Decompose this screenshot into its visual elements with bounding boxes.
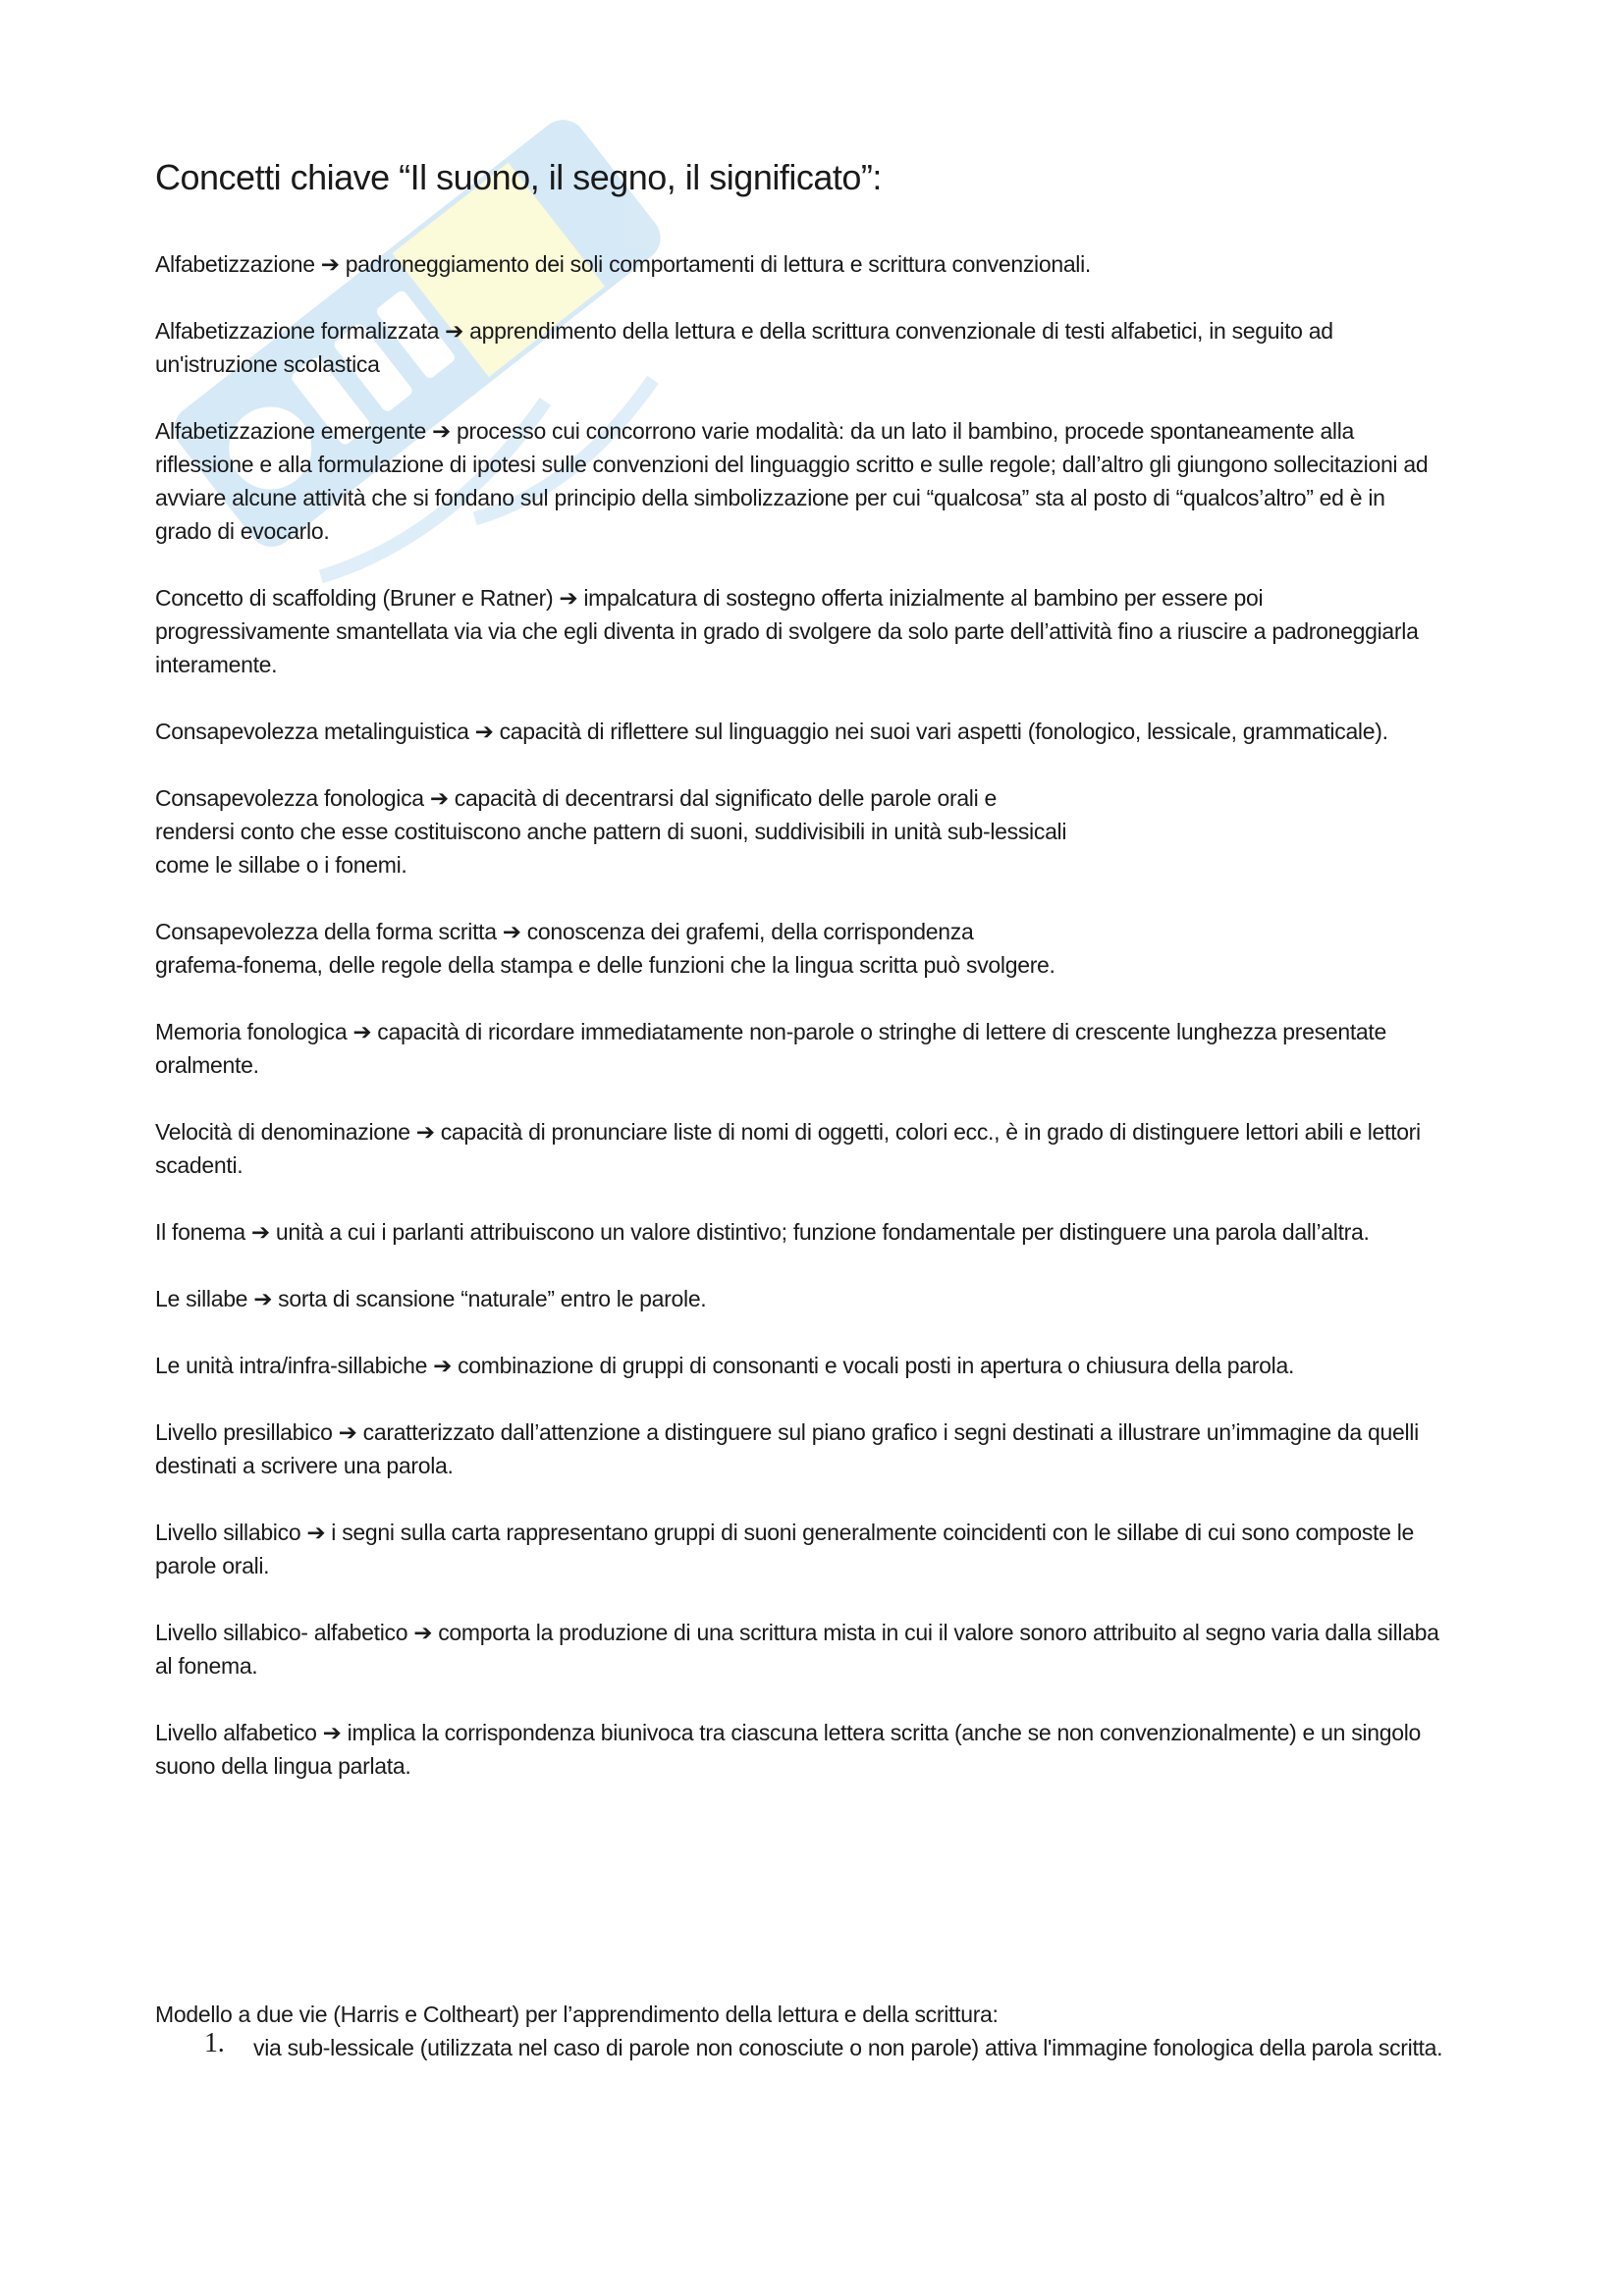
glossary-entry [155,414,1490,548]
arrow-icon: ➔ [253,1286,273,1311]
entry-term: Il fonema [155,1219,245,1245]
arrow-icon: ➔ [474,719,494,744]
entry-line [155,715,1490,748]
glossary-entry [155,715,1490,748]
glossary-entry [155,1282,1490,1315]
entry-term: Le unità intra/infra-sillabiche [155,1353,428,1378]
entry-definition: capacità di riflettere sul linguaggio nei suoi vari aspetti (fonologico, lessicale, grammaticale). [499,719,1388,744]
entry-term: Memoria fonologica [155,1019,348,1044]
entry-term: Velocità di denominazione [155,1119,410,1145]
entry-term: Livello presillabico [155,1419,333,1445]
entry-term: Consapevolezza della forma scritta [155,919,497,944]
spacer [155,1816,1490,1998]
model-intro: Modello a due vie (Harris e Coltheart) per l’apprendimento della lettura e della scrittura: [155,2002,999,2027]
entry-line: interamente. [155,652,278,677]
arrow-icon: ➔ [306,1520,326,1545]
entry-definition: sorta di scansione “naturale” entro le parole. [278,1286,707,1311]
entry-line: oralmente. [155,1052,259,1078]
list-text: via sub-lessicale (utilizzata nel caso di parole non conosciute o non parole) attiva l'immagine fonologica della parola scritta. [253,2035,1443,2060]
entry-line [155,314,1490,347]
arrow-icon: ➔ [352,1019,372,1044]
arrow-icon: ➔ [445,318,464,344]
entry-line: grado di evocarlo. [155,518,330,544]
entry-line [155,781,1490,815]
entry-line [155,414,1490,448]
glossary-entry [155,1415,1490,1482]
arrow-icon: ➔ [322,1720,342,1745]
glossary-entry [155,1115,1490,1182]
entry-term: Livello sillabico- alfabetico [155,1620,408,1645]
entry-line [155,247,1490,281]
entry-term: Livello alfabetico [155,1720,317,1745]
list-number: 1. [204,2028,225,2058]
entry-line [155,1616,1490,1649]
glossary-entry [155,1516,1490,1582]
glossary-entry [155,1616,1490,1682]
entry-line: destinati a scrivere una parola. [155,1453,454,1478]
entry-term: Alfabetizzazione formalizzata [155,318,440,344]
entry-term: Concetto di scaffolding (Bruner e Ratner) [155,585,554,611]
entry-line: come le sillabe o i fonemi. [155,852,407,878]
entry-term: Le sillabe [155,1286,248,1311]
arrow-icon: ➔ [502,919,521,944]
entry-line: grafema-fonema, delle regole della stampa e delle funzioni che la lingua scritta può svolgere. [155,952,1055,978]
entry-line [155,1716,1490,1749]
entry-definition: combinazione di gruppi di consonanti e vocali posti in apertura o chiusura della parola. [458,1353,1295,1378]
entry-line [155,1215,1490,1249]
model-list [155,2028,1490,2064]
arrow-icon: ➔ [338,1419,357,1445]
entry-line [155,1015,1490,1048]
glossary-entry [155,1015,1490,1082]
entry-definition: capacità di ricordare immediatamente non-parole o stringhe di lettere di crescente lunghezza presentate [377,1019,1386,1044]
entry-term: Alfabetizzazione [155,251,315,277]
glossary-entry [155,781,1490,881]
entry-line: avviare alcune attività che si fondano sul principio della simbolizzazione per cui “qualcosa” sta al posto di “qualcos’altro” ed è in [155,485,1385,510]
arrow-icon: ➔ [433,1353,453,1378]
entry-definition: i segni sulla carta rappresentano gruppi di suoni generalmente coincidenti con le sillabe di cui sono composte le [331,1520,1415,1545]
entry-term: Livello sillabico [155,1520,301,1545]
arrow-icon: ➔ [432,418,452,444]
arrow-icon: ➔ [415,1119,435,1145]
arrow-icon: ➔ [413,1620,433,1645]
glossary-entry [155,1349,1490,1382]
entry-definition: comporta la produzione di una scrittura mista in cui il valore sonoro attribuito al segno varia dalla sillaba [438,1620,1439,1645]
glossary-entry [155,915,1490,982]
entry-term: Alfabetizzazione emergente [155,418,427,444]
list-item [155,2028,1490,2064]
glossary-entry [155,314,1490,381]
entry-line: rendersi conto che esse costituiscono anche pattern di suoni, suddivisibili in unità sub-lessicali [155,819,1067,844]
entry-definition: processo cui concorrono varie modalità: da un lato il bambino, procede spontaneamente alla [457,418,1355,444]
arrow-icon: ➔ [429,785,449,811]
entry-definition: capacità di pronunciare liste di nomi di oggetti, colori ecc., è in grado di distinguere lettori abili e lettori [440,1119,1421,1145]
entry-line: un'istruzione scolastica [155,351,380,377]
glossary-entry [155,247,1490,281]
entry-line: riflessione e alla formulazione di ipotesi sulle convenzioni del linguaggio scritto e sulle regole; dall’altro gli giungono sollecitazioni ad [155,452,1429,477]
glossary-list [155,247,1490,1783]
entry-term: Consapevolezza metalinguistica [155,719,469,744]
page-title: Concetti chiave “Il suono, il segno, il significato”: [155,157,882,197]
entry-line: suono della lingua parlata. [155,1753,411,1779]
entry-term: Consapevolezza fonologica [155,785,424,811]
entry-line: scadenti. [155,1152,243,1178]
entry-definition: capacità di decentrarsi dal significato delle parole orali e [454,785,998,811]
glossary-entry [155,581,1490,681]
entry-line [155,581,1490,614]
arrow-icon: ➔ [250,1219,270,1245]
glossary-entry [155,1215,1490,1249]
entry-line [155,1282,1490,1315]
entry-line [155,1349,1490,1382]
glossary-entry [155,1716,1490,1783]
entry-line [155,1516,1490,1549]
entry-line [155,1115,1490,1148]
document-page [155,157,1490,2064]
entry-definition: apprendimento della lettura e della scrittura convenzionale di testi alfabetici, in seguito ad [469,318,1333,344]
entry-definition: padroneggiamento dei soli comportamenti di lettura e scrittura convenzionali. [345,251,1092,277]
entry-definition: impalcatura di sostegno offerta inizialmente al bambino per essere poi [583,585,1264,611]
entry-definition: unità a cui i parlanti attribuiscono un valore distintivo; funzione fondamentale per distinguere una parola dall’altra. [275,1219,1370,1245]
entry-line: progressivamente smantellata via via che egli diventa in grado di svolgere da solo parte dell’attività fino a riuscire a padroneggiarla [155,618,1419,644]
arrow-icon: ➔ [320,251,340,277]
entry-definition: caratterizzato dall’attenzione a distinguere sul piano grafico i segni destinati a illustrare un’immagine da quelli [362,1419,1419,1445]
entry-line [155,915,1490,948]
entry-line: parole orali. [155,1553,270,1578]
entry-line [155,1415,1490,1449]
arrow-icon: ➔ [559,585,578,611]
entry-definition: implica la corrispondenza biunivoca tra ciascuna lettera scritta (anche se non convenzionalmente) e un singolo [347,1720,1421,1745]
entry-line: al fonema. [155,1653,258,1679]
entry-definition: conoscenza dei grafemi, della corrispondenza [526,919,974,944]
